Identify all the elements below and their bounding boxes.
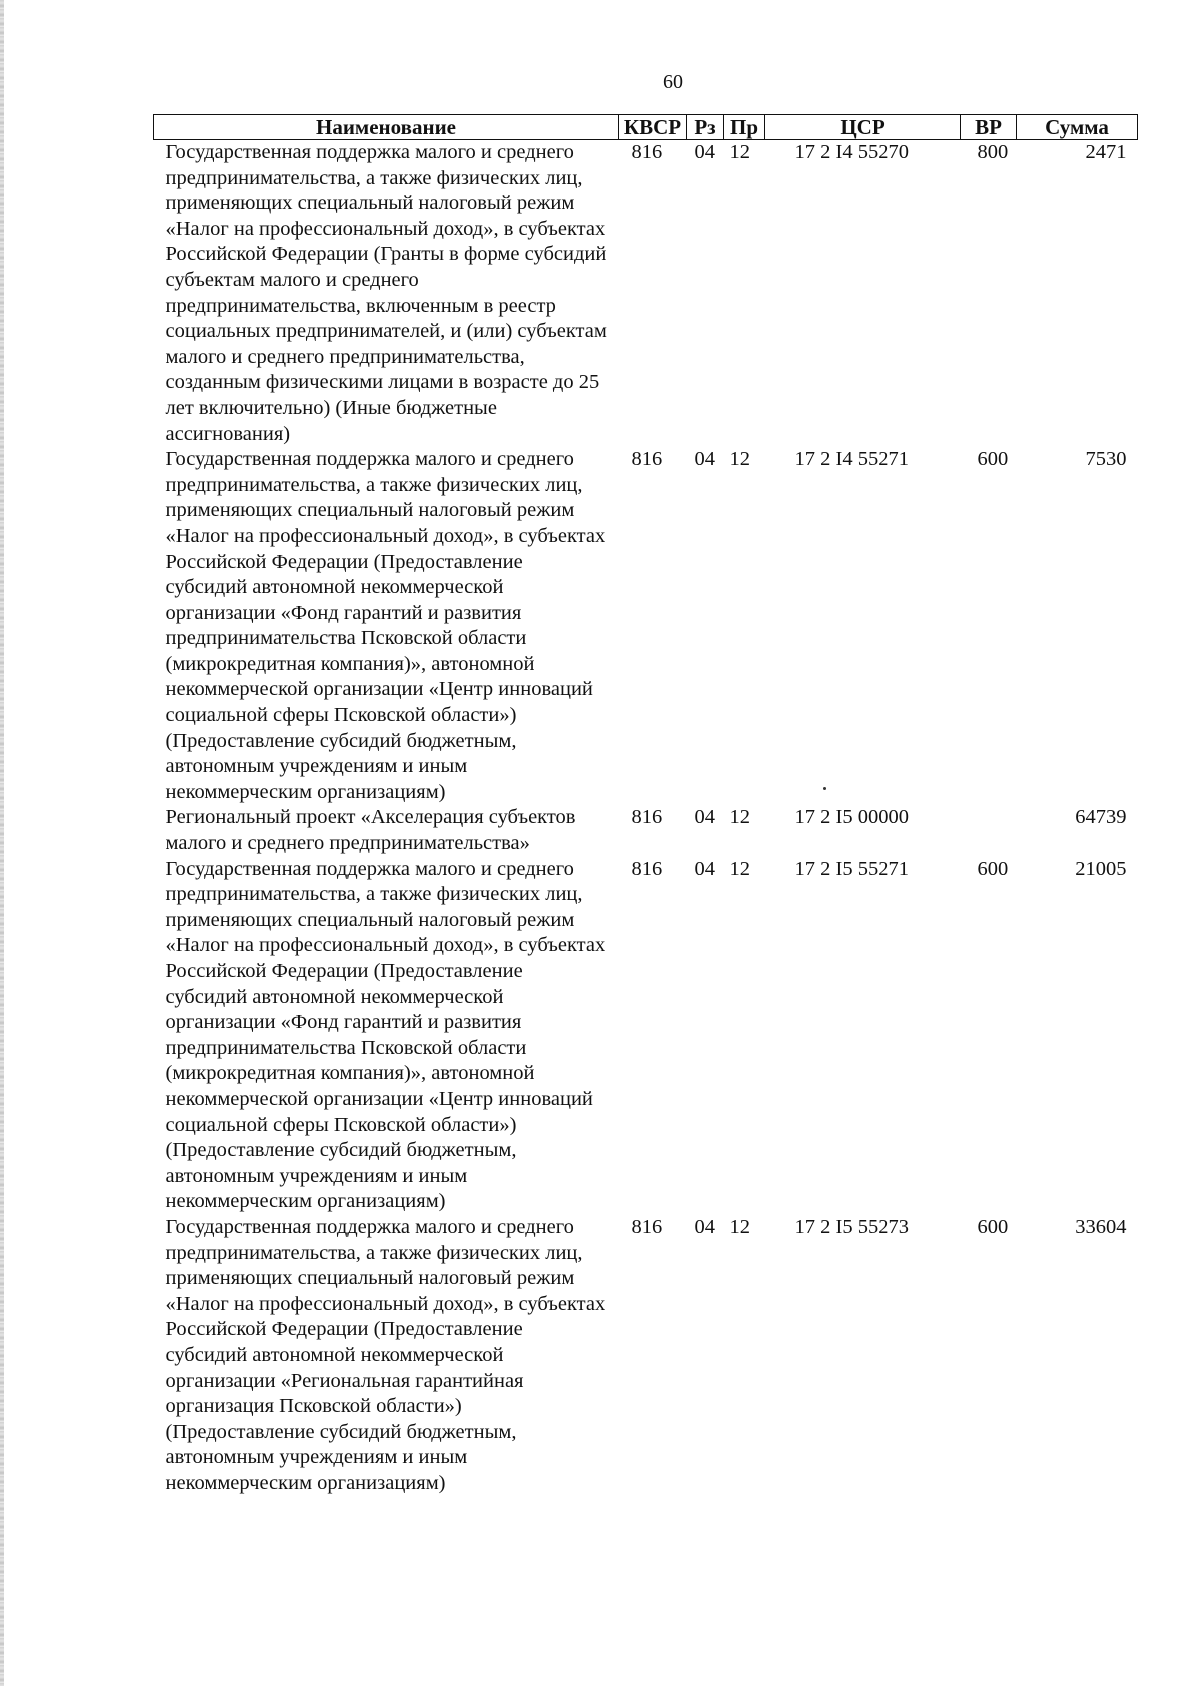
row-vr	[961, 805, 1017, 856]
table-body	[154, 140, 1138, 1497]
table-row	[154, 140, 1138, 448]
row-csr: 17 2 I4 55270	[794, 141, 909, 163]
row-kvsr: 816	[631, 857, 663, 880]
header-csr: ЦСР	[765, 115, 961, 140]
row-rz: 04	[694, 1215, 715, 1238]
scan-edge	[0, 0, 4, 1686]
header-name: Наименование	[154, 115, 619, 140]
row-sum: 7530	[1085, 448, 1127, 471]
header-sum: Сумма	[1017, 115, 1138, 140]
scan-speck	[823, 787, 826, 790]
row-vr: 800	[977, 141, 1009, 163]
row-kvsr: 816	[631, 141, 663, 163]
row-vr: 600	[977, 448, 1009, 471]
header-pr: Пр	[724, 115, 765, 140]
row-name: Государственная поддержка малого и среднего предпринимательства, а также физических лиц, применяющих специальный налоговый режим «Налог на профессиональный доход», в субъектах Российской Федерации (Предоставление субсидий автономной некоммерческой организации «Региональная гарантийная организация Псковской области») (Предоставление субсидий бюджетным, автономным учреждениям и иным некоммерческим организациям)	[165, 1215, 606, 1494]
row-kvsr: 816	[631, 1215, 663, 1238]
row-csr: 17 2 I5 55271	[794, 857, 909, 880]
row-vr: 600	[977, 857, 1009, 880]
table-row	[154, 1215, 1138, 1497]
row-kvsr: 816	[631, 448, 663, 471]
header-rz: Рз	[687, 115, 724, 140]
table-row	[154, 447, 1138, 805]
row-pr: 12	[729, 806, 750, 829]
row-csr: 17 2 I5 55273	[794, 1215, 909, 1238]
row-sum: 64739	[1075, 806, 1127, 829]
row-name: Государственная поддержка малого и среднего предпринимательства, а также физических лиц, применяющих специальный налоговый режим «Налог на профессиональный доход», в субъектах Российской Федерации (Предоставление субсидий автономной некоммерческой организации «Фонд гарантий и развития предпринимательства Псковской области (микрокредитная компания)», автономной некоммерческой организации «Центр инноваций социальной сферы Псковской области») (Предоставление субсидий бюджетным, автономным учреждениям и иным некоммерческим организациям)	[165, 857, 606, 1213]
row-pr: 12	[729, 857, 750, 880]
row-name: Государственная поддержка малого и среднего предпринимательства, а также физических лиц, применяющих специальный налоговый режим «Налог на профессиональный доход», в субъектах Российской Федерации (Гранты в форме субсидий субъектам малого и среднего предпринимательства, включенным в реестр социальных предпринимателей, и (или) субъектам малого и среднего предпринимательства, созданным физическими лицами в возрасте до 25 лет включительно) (Иные бюджетные ассигнования)	[165, 141, 607, 445]
table-row	[154, 805, 1138, 856]
table-row	[154, 857, 1138, 1215]
row-rz: 04	[694, 448, 715, 471]
row-pr: 12	[729, 141, 750, 163]
row-name: Государственная поддержка малого и среднего предпринимательства, а также физических лиц, применяющих специальный налоговый режим «Налог на профессиональный доход», в субъектах Российской Федерации (Предоставление субсидий автономной некоммерческой организации «Фонд гарантий и развития предпринимательства Псковской области (микрокредитная компания)», автономной некоммерческой организации «Центр инноваций социальной сферы Псковской области») (Предоставление субсидий бюджетным, автономным учреждениям и иным некоммерческим организациям)	[165, 448, 606, 803]
row-sum: 2471	[1085, 141, 1127, 163]
row-name: Региональный проект «Акселерация субъектов малого и среднего предпринимательства»	[165, 806, 576, 855]
row-rz: 04	[694, 806, 715, 829]
row-pr: 12	[729, 1215, 750, 1238]
header-row	[154, 115, 1138, 140]
header-vr: ВР	[961, 115, 1017, 140]
table-header	[154, 115, 1138, 140]
row-vr: 600	[977, 1215, 1009, 1238]
row-rz: 04	[694, 857, 715, 880]
row-rz: 04	[694, 141, 715, 163]
row-sum: 33604	[1075, 1215, 1127, 1238]
header-kvsr: КВСР	[619, 115, 687, 140]
row-pr: 12	[729, 448, 750, 471]
row-csr: 17 2 I5 00000	[794, 806, 909, 829]
row-kvsr: 816	[631, 806, 663, 829]
budget-table	[153, 114, 1138, 1496]
row-csr: 17 2 I4 55271	[794, 448, 909, 471]
page-number: 60	[663, 71, 683, 93]
row-sum: 21005	[1075, 857, 1127, 880]
